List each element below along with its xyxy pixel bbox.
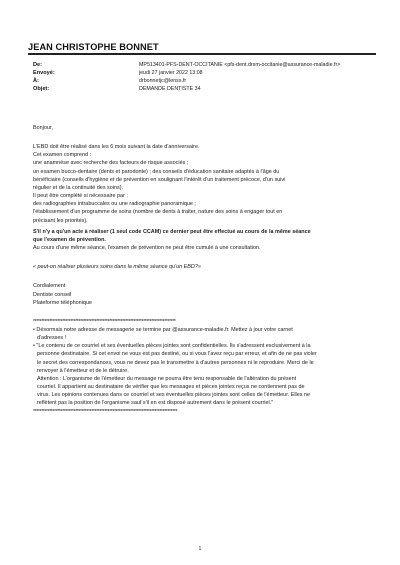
from-value: MP513401-PFS-DENT-OCCITANIE <pfs-dent.drsm-occitanie@assurance-maladie.fr> xyxy=(139,62,341,69)
to-value: drbonnetjc@lenss.fr xyxy=(139,78,187,85)
notice-line: renvoyer à l'émetteur et de le détruire. xyxy=(37,367,129,374)
to-label: À: xyxy=(33,78,39,85)
ebd-paragraph xyxy=(33,143,375,225)
header-divider xyxy=(28,53,376,55)
notice-line: • Désormais notre adresse de messagerie se termine par @assurance-maladie.fr. Mettez à jour votre carnet xyxy=(33,326,293,333)
signature-line: Plateforme téléphonique xyxy=(33,299,92,306)
sent-label: Envoyé: xyxy=(33,70,55,77)
greeting: Bonjour, xyxy=(33,125,53,131)
from-label: De: xyxy=(33,62,43,69)
body-line: des radiographies intrabuccales ou une radiographie panoramique ; xyxy=(33,201,196,208)
body-line: Il peut être complété si nécessaire par : xyxy=(33,193,128,200)
header-row-subject xyxy=(33,85,378,93)
separator-stars-end: ***************************************************************************************** xyxy=(33,408,178,415)
email-body xyxy=(33,124,375,416)
sent-value: jeudi 27 janvier 2022 13:08 xyxy=(139,70,203,77)
subject-value: DEMANDE DENTISTE 34 xyxy=(139,86,201,93)
signature-line: Dentiste conseil xyxy=(33,291,72,298)
notice-line: courriel. Il appartient au destinataire de vérifier que les messages et pièces jointes reçus ne contiennent pas de xyxy=(37,384,305,391)
body-line: Cet examen comprend : xyxy=(33,152,92,159)
body-line: régulier et de la continuité des soins). xyxy=(33,184,124,191)
notice-line: Attention : L'organisme de l'émetteur du message ne pourra être tenu responsable de l'altération du présent xyxy=(37,375,297,382)
separator-stars: **************************************************************************************** xyxy=(33,318,176,325)
notice-line: • "Le contenu de ce courriel et ses éventuelles pièces jointes sont confidentielles. Ils s'adressent exclusivement à la xyxy=(33,343,311,350)
signature-line: Cordialement xyxy=(33,283,66,290)
email-header xyxy=(33,61,378,93)
page-number: 1 xyxy=(198,546,202,552)
subject-label: Objet: xyxy=(33,86,50,93)
header-row-from xyxy=(33,61,378,69)
notice-line: reflètent pas la position de l'organisme sauf s'il en est disposé autrement dans le présent courriel." xyxy=(37,400,274,407)
notice-line: virus. Les opinions contenues dans ce courriel et ses éventuelles pièces jointes sont celles de l'émetteur. Elles ne xyxy=(37,392,311,399)
body-line: l'établissement d'un programme de soins (nombre de dents à traiter, nature des soins à engager tout en xyxy=(33,209,283,216)
address-notice xyxy=(33,326,375,342)
header-row-sent xyxy=(33,69,378,77)
notice-line: personne destinataire. Si cet envoi ne vous est pas destiné, ou si vous l'avez reçu par erreur, et afin de ne pas violer xyxy=(37,351,317,358)
notice-line: le secret des correspondances, vous ne devez pas le transmettre à d'autres personnes ni le reproduire. Merci de le xyxy=(37,359,314,366)
bold-line: S'il n'y a qu'un acte à réaliser (1 seul code CCAM) ce dernier peut être effectué au cours de la même séance xyxy=(33,228,311,235)
quoted-question: « peut-on réaliser plusieurs soins dans la même séance qu'un EBD?» xyxy=(33,264,201,271)
header-row-to xyxy=(33,77,378,85)
single-act-note xyxy=(33,228,375,244)
confidentiality-notice xyxy=(33,342,375,407)
body-line: L'EBD doit être réalisé dans les 6 mois suivant la date d'anniversaire. xyxy=(33,144,200,151)
cumul-note: Au cours d'une même séance, l'examen de prévention ne peut être cumulé à une consultation. xyxy=(33,245,261,252)
body-line: un examen bucco-dentaire (dents et parodonte) ; des conseils d'éducation sanitaire adaptés à l'âge du xyxy=(33,168,280,175)
bold-line: que l'examen de prévention. xyxy=(33,236,106,243)
body-line: bénéficiaire (conseils d'hygiène et de prévention en soulignant l'intérêt d'un traitement précoce, d'un suivi xyxy=(33,176,286,183)
notice-line: d'adresses ! xyxy=(37,335,67,342)
body-line: précisant les priorités). xyxy=(33,217,88,224)
signature-block xyxy=(33,282,375,306)
sender-name: JEAN CHRISTOPHE BONNET xyxy=(28,42,159,52)
body-line: une anamnèse avec recherche des facteurs de risque associés ; xyxy=(33,160,189,167)
